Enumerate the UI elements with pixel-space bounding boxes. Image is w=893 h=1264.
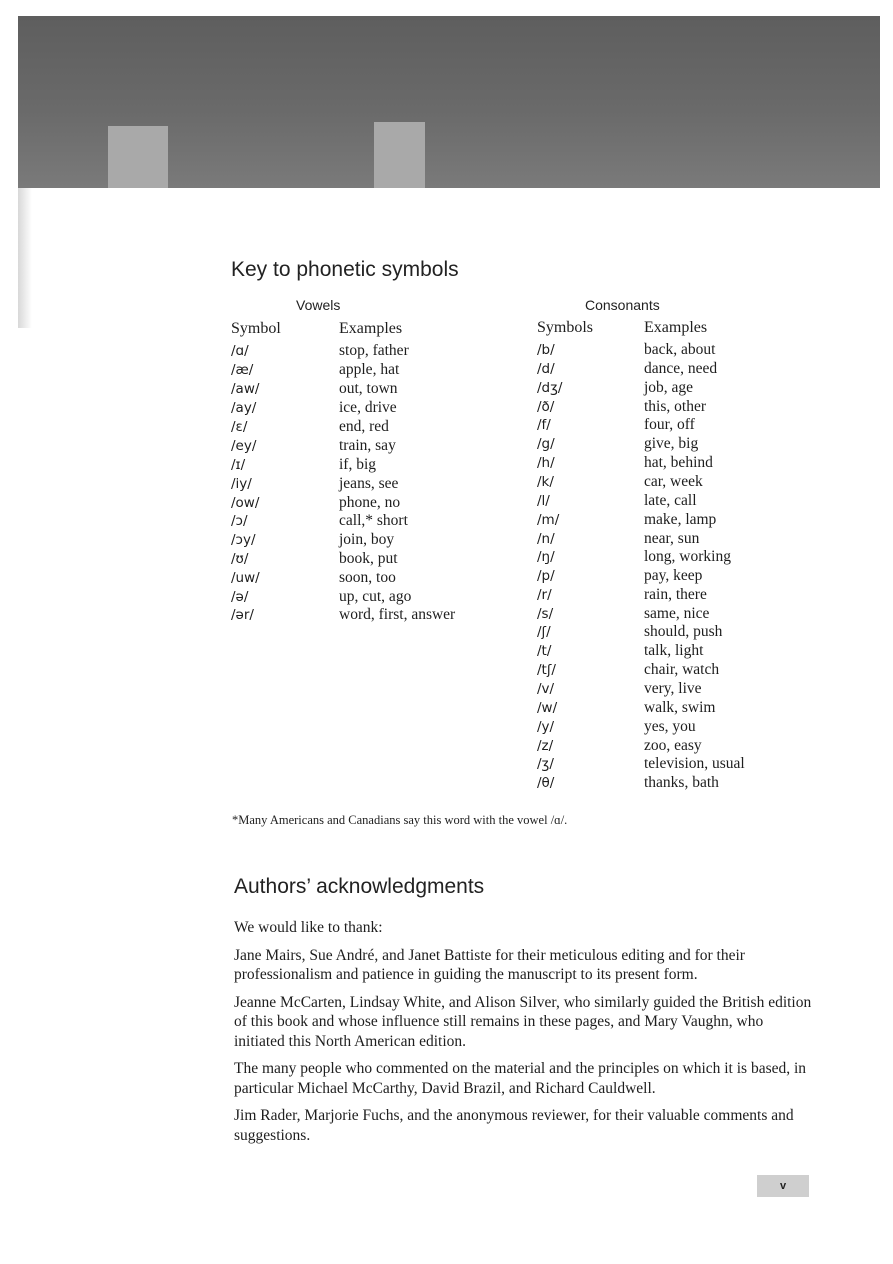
consonant-examples: this, other	[644, 398, 706, 415]
vowel-symbol: /ay/	[231, 400, 257, 416]
vowel-symbol: /ər/	[231, 607, 254, 623]
consonant-examples: late, call	[644, 492, 697, 509]
consonant-examples: pay, keep	[644, 567, 703, 584]
vowel-symbol: /ɑ/	[231, 343, 249, 359]
vowel-symbol: /ow/	[231, 495, 260, 511]
vowel-symbol: /æ/	[231, 362, 254, 378]
consonant-symbol: /p/	[537, 568, 555, 584]
consonant-symbol: /t/	[537, 643, 552, 659]
consonant-symbol: /y/	[537, 719, 555, 735]
consonant-symbol: /m/	[537, 512, 560, 528]
consonant-examples: chair, watch	[644, 661, 720, 678]
consonant-symbol: /h/	[537, 455, 555, 471]
consonants-examples-header: Examples	[644, 319, 708, 336]
vowel-symbol: /ə/	[231, 589, 249, 605]
consonants-title: Consonants	[585, 297, 660, 313]
consonant-examples: should, push	[644, 623, 723, 640]
vowel-examples: call,* short	[339, 512, 408, 529]
ack-paragraph: Jane Mairs, Sue André, and Janet Battiste for their meticulous editing and for their professionalism and patience in guiding the manuscript to its present form.	[234, 946, 745, 983]
vowel-examples: soon, too	[339, 569, 396, 586]
vowel-examples: end, red	[339, 418, 389, 435]
page-number: v	[757, 1175, 809, 1197]
consonant-examples: walk, swim	[644, 699, 716, 716]
vowel-examples: word, first, answer	[339, 606, 456, 623]
consonant-examples: yes, you	[644, 718, 696, 735]
vowel-symbol: /ɪ/	[231, 457, 246, 473]
vowel-examples: ice, drive	[339, 399, 397, 416]
vowel-examples: train, say	[339, 437, 396, 454]
vowel-symbol: /ʊ/	[231, 551, 249, 567]
vowel-examples: join, boy	[339, 531, 395, 548]
vowel-examples: up, cut, ago	[339, 588, 412, 605]
vowels-symbol-header: Symbol	[231, 320, 281, 337]
consonant-symbol: /k/	[537, 474, 554, 490]
page-curl-shadow	[18, 188, 32, 328]
consonant-examples: make, lamp	[644, 511, 717, 528]
vowel-symbol: /ey/	[231, 438, 257, 454]
consonant-examples: long, working	[644, 548, 731, 565]
ack-paragraph: Jeanne McCarten, Lindsay White, and Alison Silver, who similarly guided the British edition of this book and whose influence still remains in these pages, and Mary Vaughn, who initiated this North American edition.	[234, 993, 812, 1050]
ack-paragraph: Jim Rader, Marjorie Fuchs, and the anonymous reviewer, for their valuable comments and suggestions.	[234, 1107, 794, 1144]
consonant-examples: television, usual	[644, 755, 745, 772]
vowel-symbol: /ɔy/	[231, 532, 256, 548]
vowel-examples: out, town	[339, 380, 398, 397]
footnote: *Many Americans and Canadians say this word with the vowel /ɑ/.	[232, 813, 568, 827]
consonant-symbol: /l/	[537, 493, 550, 509]
consonant-examples: rain, there	[644, 586, 707, 603]
consonant-examples: thanks, bath	[644, 774, 719, 791]
consonant-symbol: /b/	[537, 342, 555, 358]
consonant-examples: job, age	[644, 379, 694, 396]
scan-tab-middle	[374, 122, 425, 188]
vowel-examples: apple, hat	[339, 361, 400, 378]
consonant-examples: car, week	[644, 473, 703, 490]
vowel-examples: if, big	[339, 456, 377, 473]
consonant-symbol: /n/	[537, 531, 555, 547]
consonant-examples: four, off	[644, 416, 695, 433]
vowels-title: Vowels	[296, 297, 341, 313]
vowels-examples-header: Examples	[339, 320, 403, 337]
consonant-symbol: /w/	[537, 700, 558, 716]
vowel-symbol: /ɛ/	[231, 419, 248, 435]
consonant-symbol: /v/	[537, 681, 555, 697]
scan-tab-left	[108, 126, 168, 188]
vowel-examples: jeans, see	[339, 475, 399, 492]
vowel-symbol: /ɔ/	[231, 513, 248, 529]
consonant-symbol: /ʒ/	[537, 756, 554, 772]
ack-paragraph: The many people who commented on the material and the principles on which it is based, in particular Michael McCarthy, David Brazil, and Richard Cauldwell.	[234, 1060, 807, 1097]
consonant-examples: near, sun	[644, 530, 700, 547]
consonant-examples: very, live	[644, 680, 702, 697]
consonant-symbol: /g/	[537, 436, 555, 452]
consonant-symbol: /dʒ/	[537, 380, 563, 396]
consonant-examples: same, nice	[644, 605, 710, 622]
consonant-symbol: /ŋ/	[537, 549, 555, 565]
vowel-examples: stop, father	[339, 342, 409, 359]
consonant-symbol: /s/	[537, 606, 554, 622]
vowel-symbol: /uw/	[231, 570, 260, 586]
ack-paragraph: We would like to thank:	[234, 919, 383, 936]
consonant-symbol: /ð/	[537, 399, 555, 415]
consonant-symbol: /z/	[537, 738, 554, 754]
consonant-symbol: /tʃ/	[537, 662, 556, 678]
consonant-examples: talk, light	[644, 642, 704, 659]
consonant-symbol: /d/	[537, 361, 555, 377]
vowel-symbol: /iy/	[231, 476, 252, 492]
consonant-examples: dance, need	[644, 360, 718, 377]
consonant-symbol: /r/	[537, 587, 552, 603]
consonant-examples: give, big	[644, 435, 699, 452]
vowel-examples: phone, no	[339, 494, 401, 511]
consonant-symbol: /θ/	[537, 775, 555, 791]
consonant-symbol: /ʃ/	[537, 624, 551, 640]
consonant-examples: back, about	[644, 341, 716, 358]
consonant-symbol: /f/	[537, 417, 551, 433]
vowel-symbol: /aw/	[231, 381, 260, 397]
acknowledgments-body	[234, 918, 814, 1153]
consonants-symbol-header: Symbols	[537, 319, 594, 336]
vowel-examples: book, put	[339, 550, 398, 567]
consonant-examples: zoo, easy	[644, 737, 702, 754]
consonant-examples: hat, behind	[644, 454, 713, 471]
acknowledgments-title: Authors’ acknowledgments	[234, 875, 485, 898]
page-title-phonetic-symbols: Key to phonetic symbols	[231, 258, 459, 281]
